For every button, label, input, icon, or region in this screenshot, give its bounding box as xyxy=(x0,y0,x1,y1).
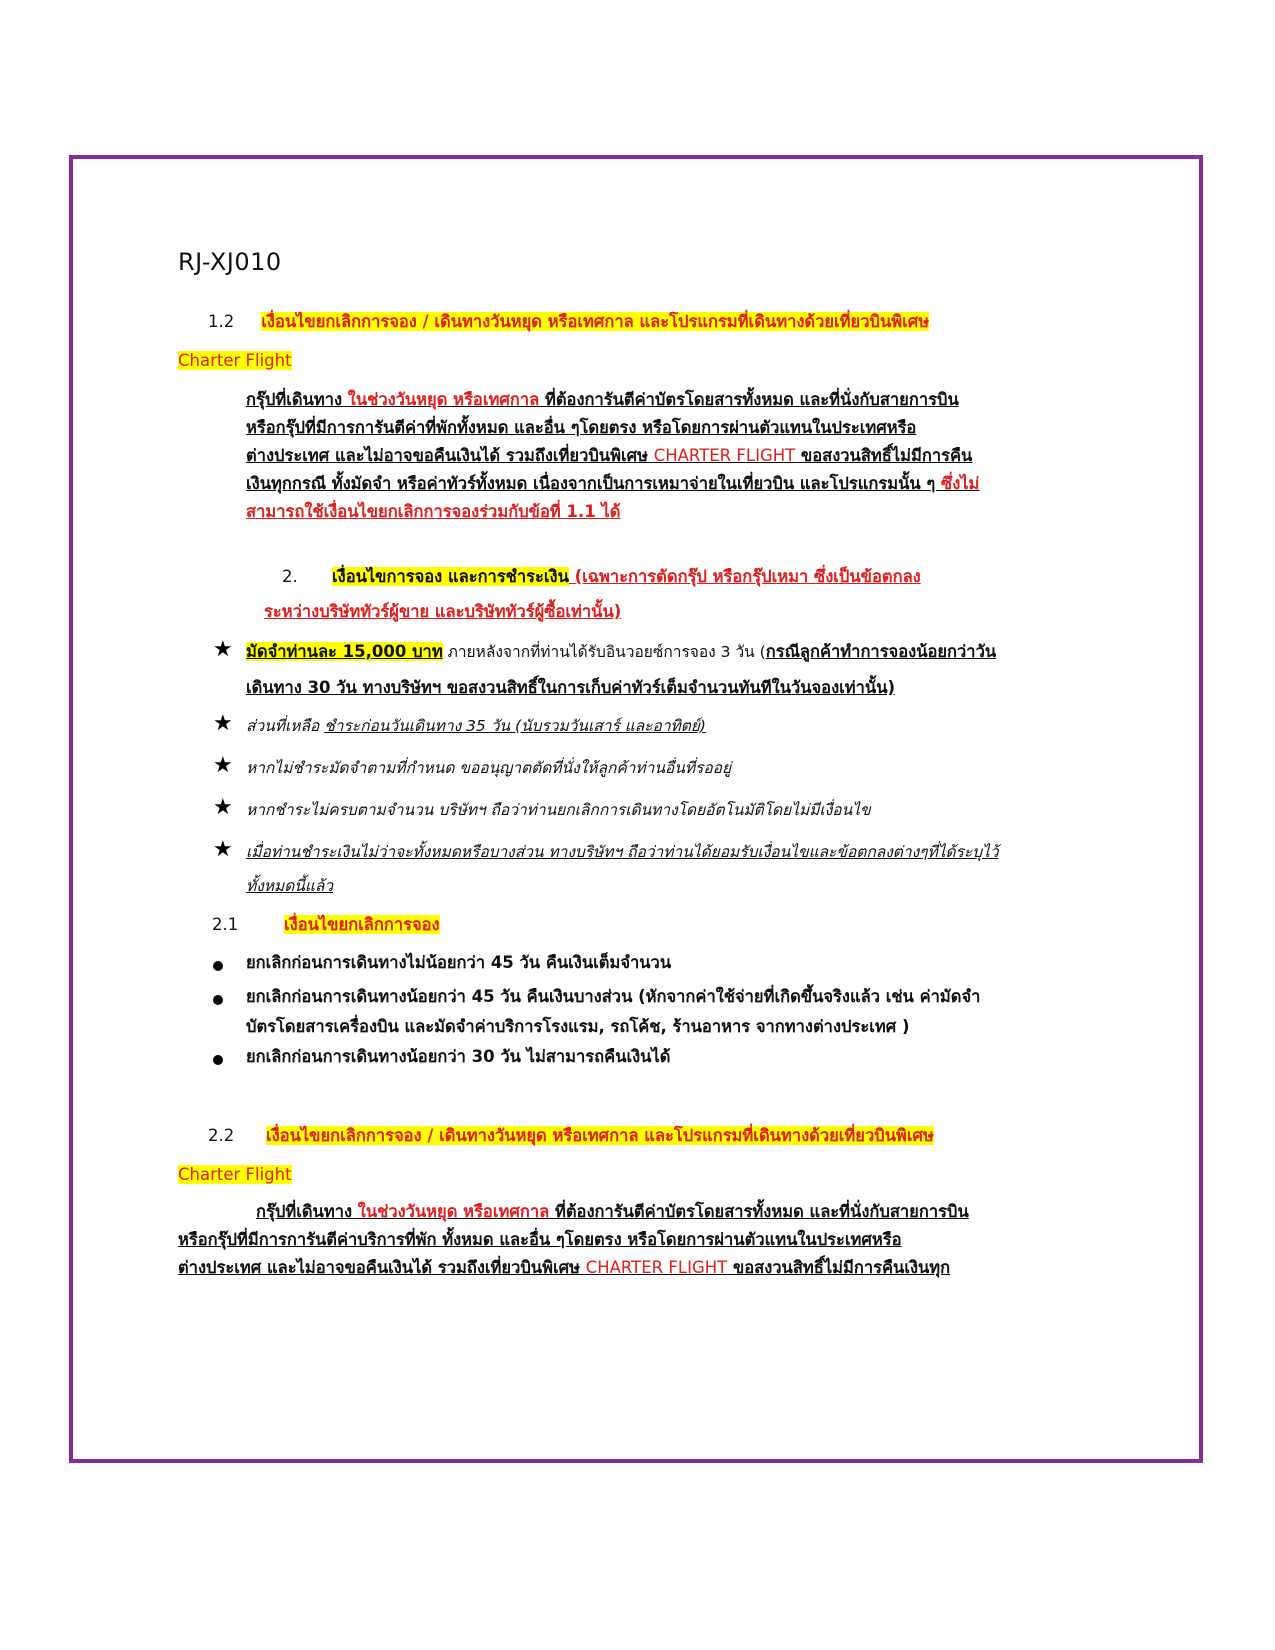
booking-condition-item: เดินทาง 30 วัน ทางบริษัทฯ ขอสงวนสิทธิ์ในการเก็บค่าทัวร์เต็มจำนวนทันทีในวันจองเท่านั้น) xyxy=(246,678,896,697)
paragraph-line: หรือกรุ๊ปที่มีการการันตีค่าที่พักทั้งหมด และอื่น ๆโดยตรง หรือโดยการผ่านตัวแทนในประเทศหรือ xyxy=(246,418,917,437)
paragraph-line: สามารถใช้เงื่อนไขยกเลิกการจองร่วมกับข้อที่ 1.1 ได้ xyxy=(246,502,621,521)
cancellation-item: บัตรโดยสารเครื่องบิน และมัดจำค่าบริการโรงแรม, รถโค้ช, ร้านอาหาร จากทางต่างประเทศ ) xyxy=(246,1017,910,1036)
booking-condition-item: หากชำระไม่ครบตามจำนวน บริษัทฯ ถือว่าท่านยกเลิกการเดินทางโดยอัตโนมัติโดยไม่มีเงื่อนไข xyxy=(246,801,871,819)
document-id: RJ-XJ010 xyxy=(178,248,282,276)
paragraph-line: กรุ๊ปที่เดินทาง ในช่วงวันหยุด หรือเทศกาล ที่ต้องการันตีค่าบัตรโดยสารทั้งหมด และที่นั่งกับสายการบิน xyxy=(246,390,959,409)
star-bullet-icon: ★ xyxy=(213,711,233,736)
section-2-2-heading: 2.2 เงื่อนไขยกเลิกการจอง / เดินทางวันหยุด หรือเทศกาล และโปรแกรมที่เดินทางด้วยเที่ยวบินพิเศษ xyxy=(208,1126,934,1145)
paragraph-line: กรุ๊ปที่เดินทาง ในช่วงวันหยุด หรือเทศกาล ที่ต้องการันตีค่าบัตรโดยสารทั้งหมด และที่นั่งกับสายการบิน xyxy=(256,1202,969,1221)
paragraph-line: ต่างประเทศ และไม่อาจขอคืนเงินได้ รวมถึงเที่ยวบินพิเศษ CHARTER FLIGHT ขอสงวนสิทธิ์ไม่มีการคืนเงินทุก xyxy=(178,1258,951,1277)
cancellation-item: ยกเลิกก่อนการเดินทางน้อยกว่า 30 วัน ไม่สามารถคืนเงินได้ xyxy=(246,1047,671,1066)
charter-flight-label: Charter Flight xyxy=(178,351,292,370)
booking-condition-item: หากไม่ชำระมัดจำตามที่กำหนด ขออนุญาตตัดที่นั่งให้ลูกค้าท่านอื่นที่รออยู่ xyxy=(246,759,732,777)
paragraph-line: หรือกรุ๊ปที่มีการการันตีค่าบริการที่พัก ทั้งหมด และอื่น ๆโดยตรง หรือโดยการผ่านตัวแทนในประเทศหรือ xyxy=(178,1230,902,1249)
cancellation-item: ยกเลิกก่อนการเดินทางไม่น้อยกว่า 45 วัน คืนเงินเต็มจำนวน xyxy=(246,953,672,972)
booking-condition-item: มัดจำท่านละ 15,000 บาท ภายหลังจากที่ท่านได้รับอินวอยซ์การจอง 3 วัน (กรณีลูกค้าทำการจองน้อยกว่าวัน xyxy=(246,642,997,661)
bullet-dot-icon xyxy=(213,1055,223,1065)
paragraph-line: เงินทุกกรณี ทั้งมัดจำ หรือค่าทัวร์ทั้งหมด เนื่องจากเป็นการเหมาจ่ายในเที่ยวบิน และโปรแกรมนั้น ๆ ซึ่งไม่ xyxy=(246,474,980,493)
bullet-dot-icon xyxy=(213,995,223,1005)
booking-condition-item: ทั้งหมดนี้แล้ว xyxy=(246,877,334,895)
cancellation-item: ยกเลิกก่อนการเดินทางน้อยกว่า 45 วัน คืนเงินบางส่วน (หักจากค่าใช้จ่ายที่เกิดขึ้นจริงแล้ว เช่น ค่ามัดจำ xyxy=(246,987,981,1006)
booking-condition-item: ส่วนที่เหลือ ชำระก่อนวันเดินทาง 35 วัน (นับรวมวันเสาร์ และอาทิตย์) xyxy=(246,717,706,735)
section-2-heading: 2. เงื่อนไขการจอง และการชำระเงิน (เฉพาะการตัดกรุ๊ป หรือกรุ๊ปเหมา ซึ่งเป็นข้อตกลง xyxy=(282,567,921,586)
star-bullet-icon: ★ xyxy=(213,753,233,778)
charter-flight-label: Charter Flight xyxy=(178,1165,292,1184)
booking-condition-item: เมื่อท่านชำระเงินไม่ว่าจะทั้งหมดหรือบางส่วน ทางบริษัทฯ ถือว่าท่านได้ยอมรับเงื่อนไขและข้อตกลงต่างๆที่ได้ระบุไว้ xyxy=(246,843,999,861)
bullet-dot-icon xyxy=(213,961,223,971)
section-title: เงื่อนไขยกเลิกการจอง / เดินทางวันหยุด หรือเทศกาล และโปรแกรมที่เดินทางด้วยเที่ยวบินพิเศษ xyxy=(261,312,930,331)
star-bullet-icon: ★ xyxy=(213,837,233,862)
section-2-note: ระหว่างบริษัททัวร์ผู้ขาย และบริษัททัวร์ผู้ซื้อเท่านั้น) xyxy=(264,602,622,621)
star-bullet-icon: ★ xyxy=(213,795,233,820)
section-number: 1.2 xyxy=(208,312,235,331)
paragraph-line: ต่างประเทศ และไม่อาจขอคืนเงินได้ รวมถึงเที่ยวบินพิเศษ CHARTER FLIGHT ขอสงวนสิทธิ์ไม่มีการคืน xyxy=(246,446,973,465)
section-1-2-heading xyxy=(208,310,929,334)
star-bullet-icon: ★ xyxy=(213,637,233,662)
section-2-1-heading: 2.1 เงื่อนไขยกเลิกการจอง xyxy=(212,915,440,934)
